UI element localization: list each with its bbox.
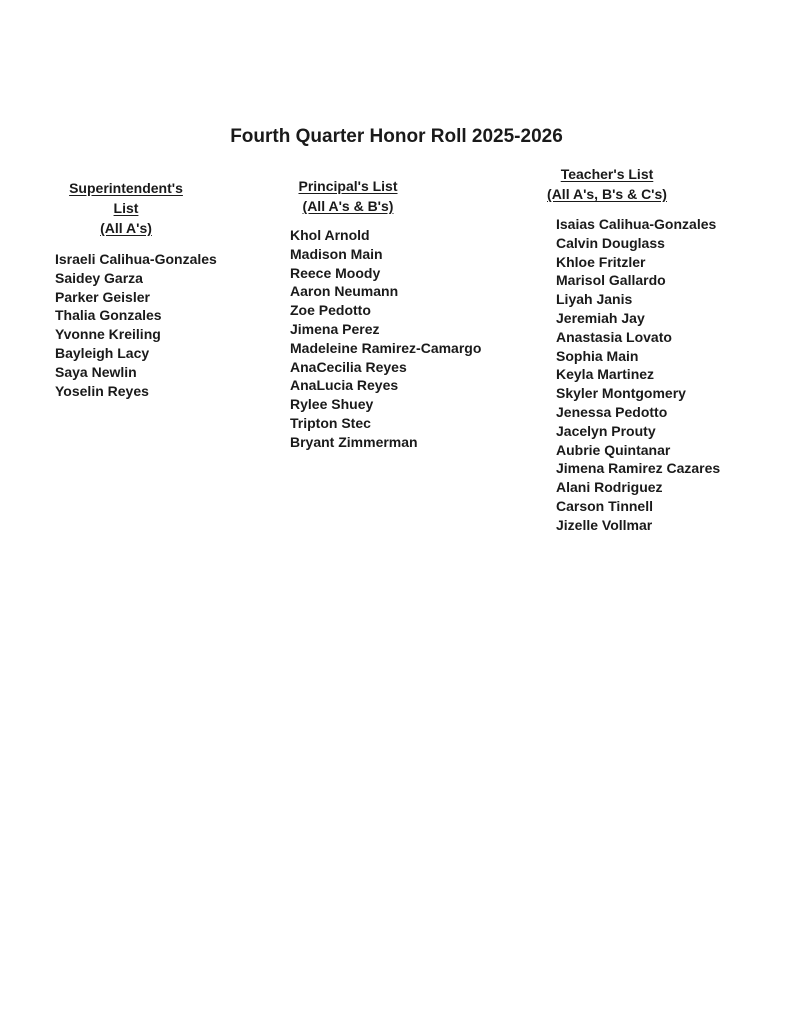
teachers-list-column — [546, 164, 756, 535]
principals-list-name: Zoe Pedotto — [290, 302, 371, 319]
teachers-list-name: Keyla Martinez — [556, 366, 655, 383]
teachers-name-list — [546, 215, 756, 535]
superintendents-list-name: Thalia Gonzales — [55, 307, 162, 324]
teachers-list-name: Jizelle Vollmar — [556, 516, 653, 533]
principals-list-column — [290, 176, 505, 452]
teachers-list-name: Jimena Ramirez Cazares — [556, 460, 721, 477]
principals-list-name: AnaCecilia Reyes — [290, 358, 407, 375]
principals-list-name: Rylee Shuey — [290, 396, 374, 413]
teachers-list-criteria-text: (All A's, B's & C's) — [547, 186, 667, 202]
superintendents-list-name: Yoselin Reyes — [55, 382, 149, 399]
principals-list-name: Khol Arnold — [290, 227, 370, 243]
teachers-list-name: Skyler Montgomery — [556, 385, 686, 402]
principals-list-name: AnaLucia Reyes — [290, 377, 399, 394]
principals-list-heading-text: Principal's List — [298, 178, 398, 194]
teachers-list-name: Isaias Calihua-Gonzales — [556, 216, 717, 232]
principals-list-name: Bryant Zimmerman — [290, 433, 418, 450]
teachers-list-name: Carson Tinnell — [556, 497, 653, 514]
superintendents-list-name: Parker Geisler — [55, 288, 150, 305]
principals-list-name: Madison Main — [290, 245, 383, 262]
teachers-list-name: Jenessa Pedotto — [556, 403, 668, 420]
principals-list-name: Madeleine Ramirez-Camargo — [290, 339, 482, 356]
teachers-list-heading-text: Teacher's List — [560, 166, 654, 182]
superintendents-list-heading-text: Superintendent's List — [69, 180, 183, 216]
superintendents-list-name: Saidey Garza — [55, 269, 143, 286]
superintendents-list-name: Bayleigh Lacy — [55, 344, 150, 361]
teachers-list-name: Jeremiah Jay — [556, 309, 645, 326]
superintendents-list-heading — [55, 178, 197, 218]
teachers-list-name: Anastasia Lovato — [556, 328, 672, 345]
principals-list-name: Tripton Stec — [290, 414, 371, 431]
teachers-list-criteria — [546, 184, 668, 204]
superintendents-list-name: Saya Newlin — [55, 363, 137, 380]
teachers-list-name: Sophia Main — [556, 347, 639, 364]
principals-list-name: Aaron Neumann — [290, 283, 399, 300]
teachers-list-name: Alani Rodriguez — [556, 479, 663, 496]
principals-name-list — [290, 226, 505, 452]
principals-list-name: Jimena Perez — [290, 320, 380, 337]
page-title: Fourth Quarter Honor Roll 2025-2026 — [230, 125, 563, 147]
superintendents-list-criteria-text: (All A's) — [100, 220, 152, 236]
principals-list-heading — [290, 176, 406, 196]
superintendents-name-list — [55, 250, 255, 400]
superintendents-list-column — [55, 178, 255, 400]
teachers-list-name: Aubrie Quintanar — [556, 441, 671, 458]
teachers-list-heading — [546, 164, 668, 184]
teachers-list-name: Marisol Gallardo — [556, 272, 666, 289]
principals-list-criteria — [290, 196, 406, 216]
teachers-list-name: Calvin Douglass — [556, 234, 665, 251]
principals-list-criteria-text: (All A's & B's) — [302, 198, 394, 214]
superintendents-list-name: Israeli Calihua-Gonzales — [55, 251, 217, 267]
principals-list-name: Reece Moody — [290, 264, 381, 281]
teachers-list-name: Khloe Fritzler — [556, 253, 646, 270]
superintendents-list-name: Yvonne Kreiling — [55, 326, 161, 343]
teachers-list-name: Jacelyn Prouty — [556, 422, 656, 439]
teachers-list-name: Liyah Janis — [556, 291, 633, 308]
superintendents-list-criteria — [55, 218, 197, 238]
